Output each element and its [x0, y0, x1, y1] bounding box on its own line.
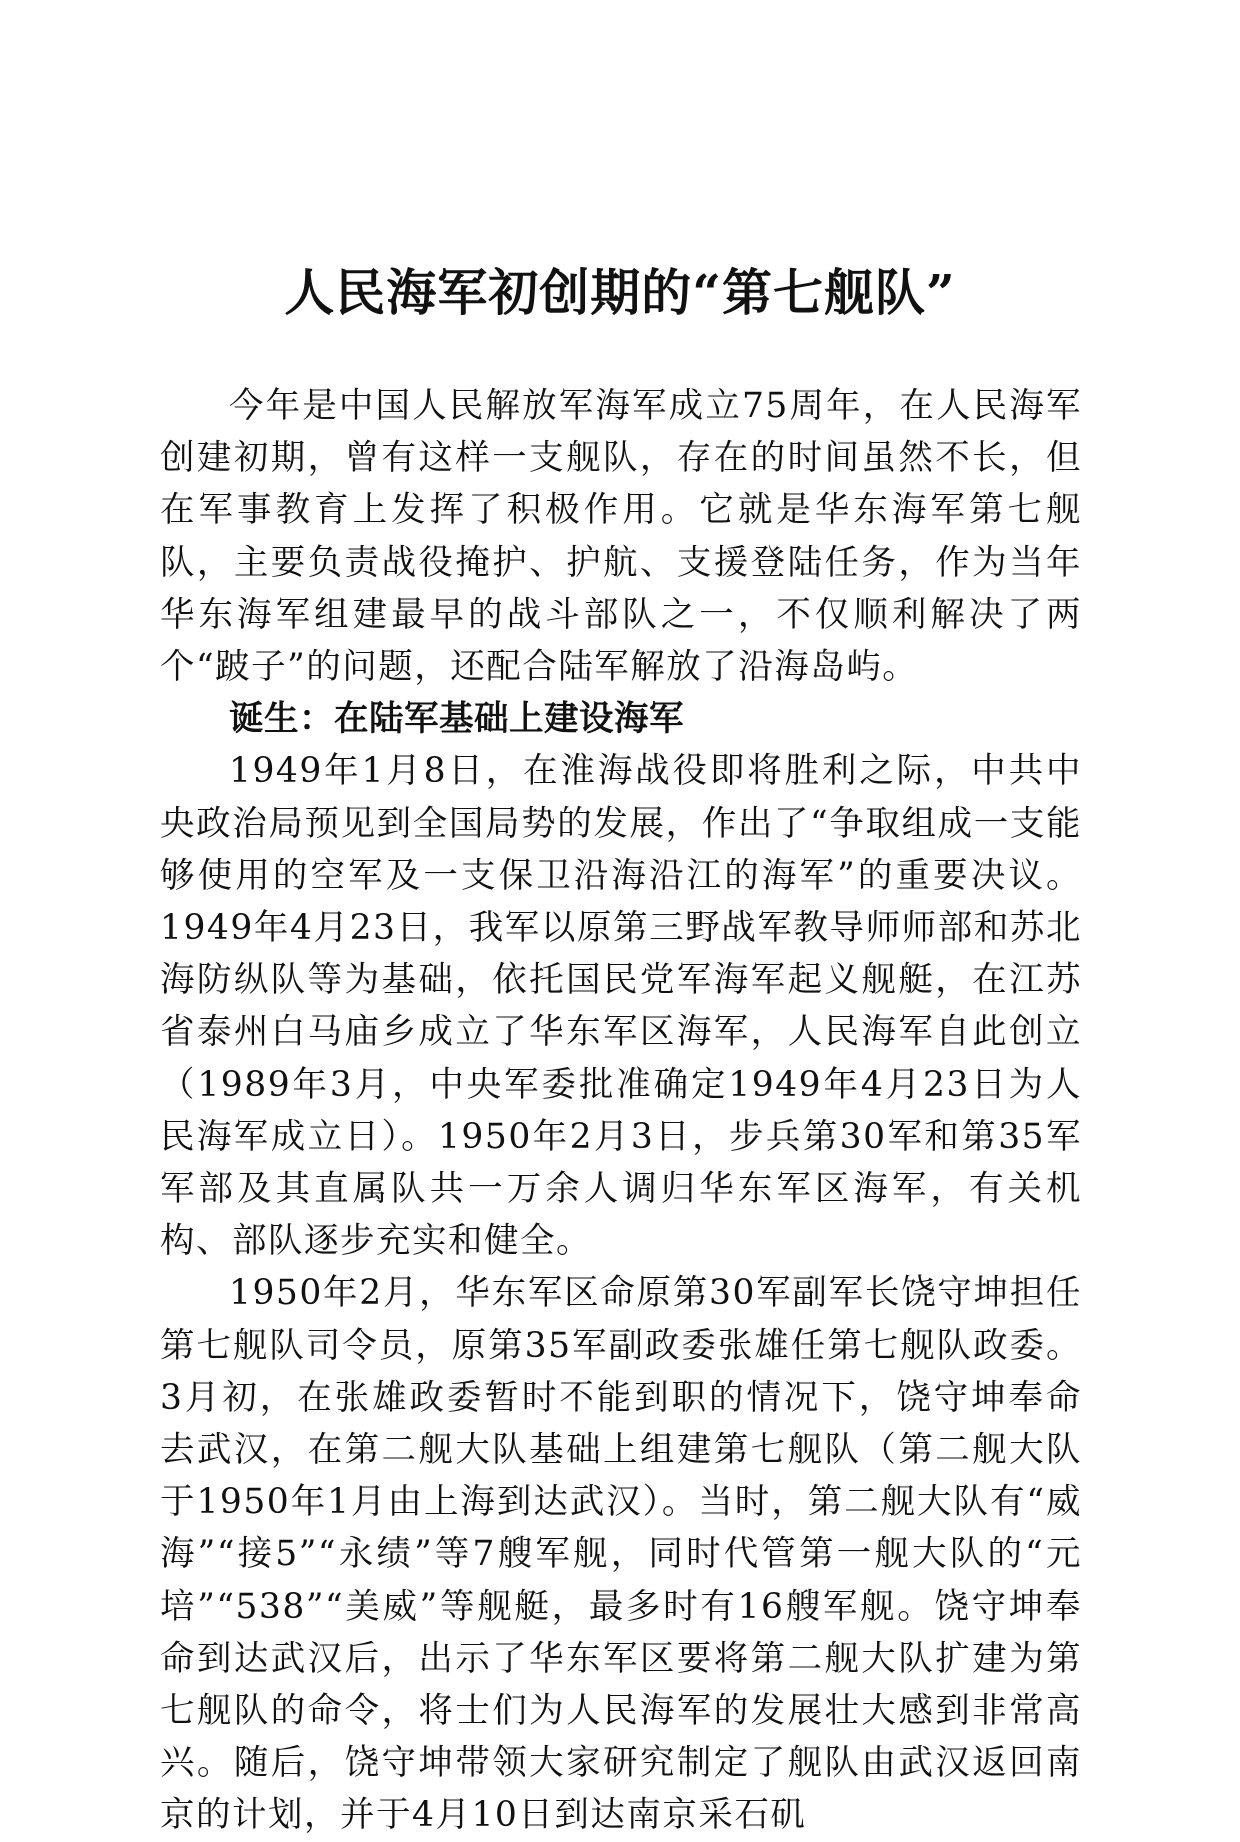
article-title: 人民海军初创期的“第七舰队” — [284, 263, 956, 322]
article-body — [160, 380, 1082, 1842]
section-heading: 诞生：在陆军基础上建设海军 — [229, 699, 684, 740]
paragraph-founding: 1949年1月8日，在淮海战役即将胜利之际，中共中央政治局预见到全国局势的发展，作出了“争取组成一支能够使用的空军及一支保卫沿海沿江的海军”的重要决议。1949年4月23日，我军以原第三野战军教导师师部和苏北海防纵队等为基础，依托国民党军海军起义舰艇，在江苏省泰州白马庙乡成立了华东军区海军，人民海军自此创立（1989年3月，中央军委批准确定1949年4月23日为人民海军成立日）。1950年2月3日，步兵第30军和第35军军部及其直属队共一万余人调归华东军区海军，有关机构、部队逐步充实和健全。 — [160, 751, 1082, 1262]
paragraph-intro: 今年是中国人民解放军海军成立75周年，在人民海军创建初期，曾有这样一支舰队，存在的时间虽然不长，但在军事教育上发挥了积极作用。它就是华东海军第七舰队，主要负责战役掩护、护航、支援登陆任务，作为当年华东海军组建最早的战斗部队之一，不仅顺利解决了两个“跛子”的问题，还配合陆军解放了沿海岛屿。 — [160, 386, 1082, 688]
paragraph-fleet-formation: 1950年2月，华东军区命原第30军副军长饶守坤担任第七舰队司令员，原第35军副政委张雄任第七舰队政委。3月初，在张雄政委暂时不能到职的情况下，饶守坤奉命去武汉，在第二舰大队基础上组建第七舰队（第二舰大队于1950年1月由上海到达武汉）。当时，第二舰大队有“威海”“接5”“永绩”等7艘军舰，同时代管第一舰大队的“元培”“538”“美威”等舰艇，最多时有16艘军舰。饶守坤奉命到达武汉后，出示了华东军区要将第二舰大队扩建为第七舰队的命令，将士们为人民海军的发展壮大感到非常高兴。随后，饶守坤带领大家研究制定了舰队由武汉返回南京的计划，并于4月10日到达南京采石矶 — [160, 1273, 1082, 1836]
